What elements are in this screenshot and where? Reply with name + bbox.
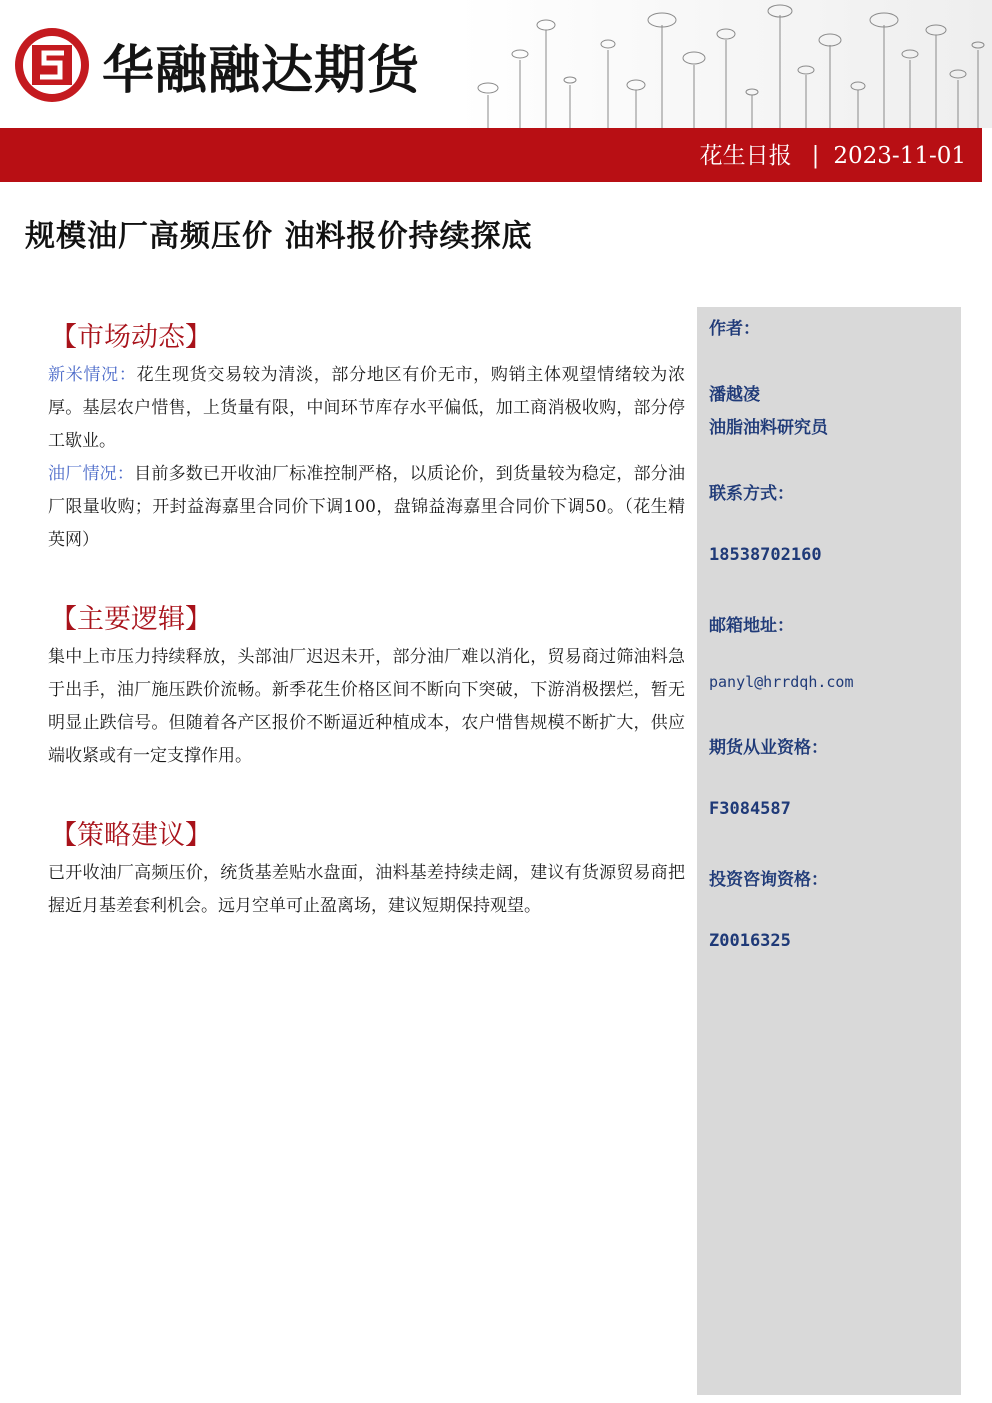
section-title-strategy: 【策略建议】 (50, 820, 212, 851)
header-bar-text (700, 137, 966, 170)
section-title-market: 【市场动态】 (50, 322, 212, 353)
futures-qualification-id: F3084587 (709, 799, 791, 819)
advisory-qualification-id: Z0016325 (709, 931, 791, 951)
brand-name: 华融融达期货 (102, 40, 421, 101)
report-type: 花生日报 (699, 143, 792, 169)
strategy-paragraph: 已开收油厂高频压价，统货基差贴水盘面，油料基差持续走阔，建议有货源贸易商把握近月基差套利机会。远月空单可止盈离场，建议短期保持观望。 (48, 863, 685, 916)
author-sidebar (697, 307, 961, 1395)
logic-paragraph: 集中上市压力持续释放，头部油厂迟迟未开，部分油厂难以消化，贸易商过筛油料急于出手，油厂施压跌价流畅。新季花生价格区间不断向下突破，下游消极摆烂，暂无明显止跌信号。但随着各产区报价不断逼近种植成本，农户惜售规模不断扩大，供应端收紧或有一定支撑作用。 (48, 647, 685, 766)
market-paragraph-oil-mill (48, 458, 685, 557)
report-date: 2023-11-01 (833, 143, 966, 169)
author-title: 油脂油料研究员 (709, 418, 828, 438)
s-coin-logo-icon (12, 25, 92, 105)
advisory-qualification-label: 投资咨询资格： (709, 870, 828, 890)
page-title: 规模油厂高频压价 油料报价持续探底 (25, 219, 533, 254)
author-label: 作者： (709, 319, 760, 339)
market-lead-oil-mill: 油厂情况： (48, 464, 135, 484)
email-address[interactable]: panyl@hrrdqh.com (709, 673, 854, 691)
brand-logo (12, 22, 420, 108)
decorative-pattern (458, 0, 992, 128)
market-text-oil-mill: 目前多数已开收油厂标准控制严格，以质论价，到货量较为稳定，部分油厂限量收购；开封益海嘉里合同价下调100，盘锦益海嘉里合同价下调50。（花生精英网） (48, 464, 686, 550)
market-text-new-crop: 花生现货交易较为清淡，部分地区有价无市，购销主体观望情绪较为浓厚。基层农户惜售，上货量有限，中间环节库存水平偏低，加工商消极收购，部分停工歇业。 (48, 365, 686, 451)
author-name: 潘越凌 (709, 385, 760, 405)
header-separator: | (811, 143, 820, 169)
futures-qualification-label: 期货从业资格： (709, 738, 828, 758)
contact-label: 联系方式： (709, 484, 794, 504)
header-bar (0, 128, 982, 182)
phone-number: 18538702160 (709, 545, 822, 565)
email-label: 邮箱地址： (709, 616, 794, 636)
section-title-logic: 【主要逻辑】 (50, 604, 212, 635)
market-lead-new-crop: 新米情况： (48, 365, 137, 385)
market-paragraph-new-crop (48, 359, 685, 458)
